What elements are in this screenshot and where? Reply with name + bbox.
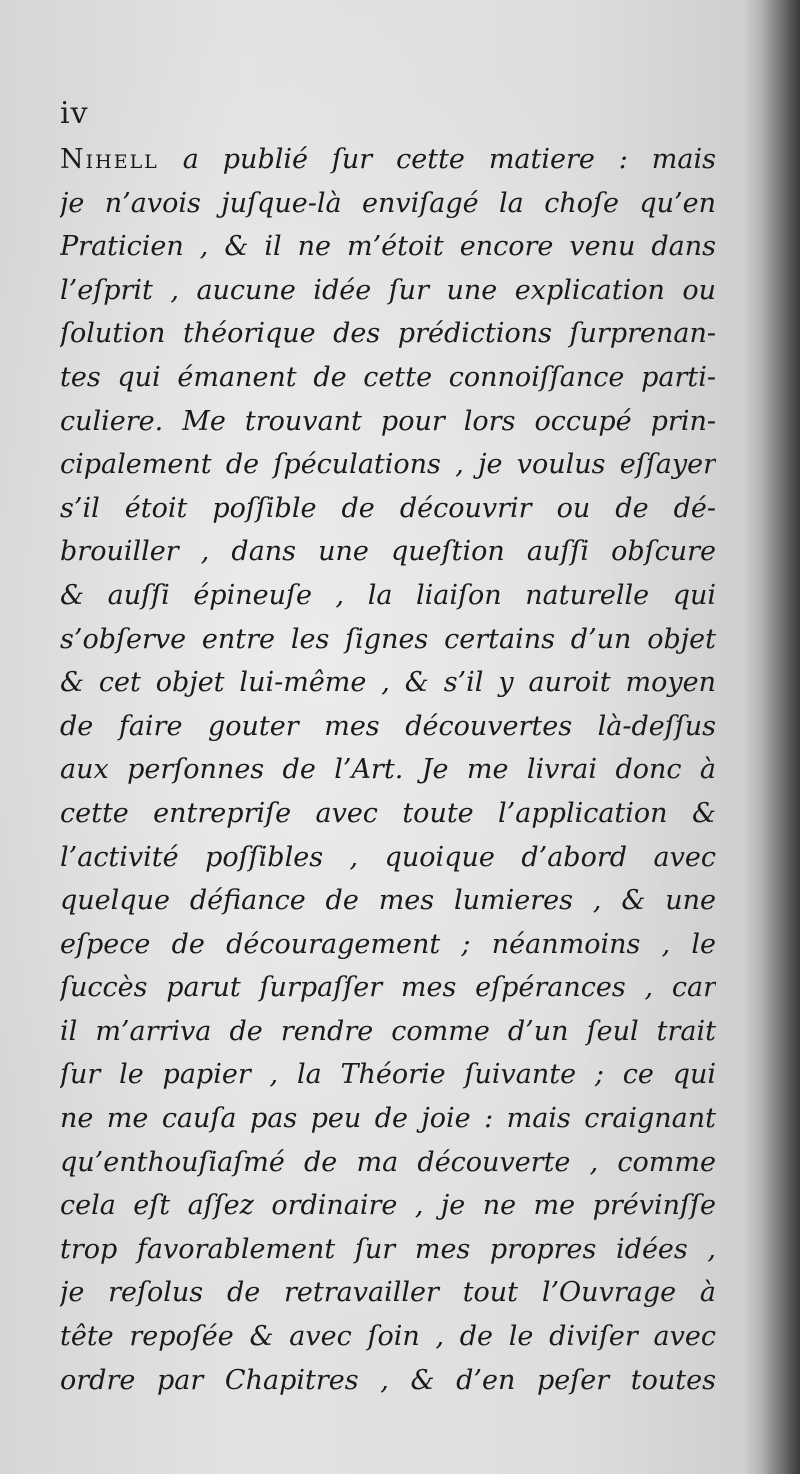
text-line-18: quelque défiance de mes lumieres , & une [60, 885, 716, 917]
text-line-3: Praticien , & il ne m’étoit encore venu dans [60, 231, 716, 263]
text-line-20: ſuccès parut ſurpaſſer mes eſpérances , car [60, 972, 716, 1004]
text-line-27: je reſolus de retravailler tout l’Ouvrage à [60, 1277, 716, 1309]
text-line-1-rest: a publié ſur cette matiere : mais [182, 144, 716, 175]
text-line-16: cette entrepriſe avec toute l’application & [60, 797, 716, 829]
page-number: iv [60, 96, 89, 131]
text-line-23: ne me cauſa pas peu de joie : mais craignant [60, 1103, 716, 1135]
text-line-9: s’il étoit poſſible de découvrir ou de dé- [60, 492, 716, 524]
text-line-29: ordre par Chapitres , & d’en peſer toutes [60, 1364, 716, 1396]
text-line-14: de faire gouter mes découvertes là-deſſus [60, 710, 716, 742]
text-line-4: l’eſprit , aucune idée ſur une explication ou [60, 274, 716, 306]
text-line-5: ſolution théorique des prédictions ſurprenan- [60, 318, 716, 350]
text-line-2: je n’avois juſque-là enviſagé la choſe qu’en [60, 187, 716, 219]
text-line-28: tête repoſée & avec ſoin , de le diviſer avec [60, 1321, 716, 1353]
body-text [60, 138, 716, 1402]
text-line-11: & auſſi épineuſe , la liaiſon naturelle qui [60, 579, 716, 611]
text-line-15: aux perſonnes de l’Art. Je me livrai donc à [60, 754, 716, 786]
text-line-25: cela eſt aſſez ordinaire , je ne me prévinſſe [60, 1190, 716, 1222]
text-line-13: & cet objet lui-même , & s’il y auroit moyen [60, 667, 716, 699]
text-line-26: trop favorablement ſur mes propres idées , [60, 1233, 716, 1265]
page-edge-shadow [762, 0, 800, 1474]
author-name: Nihell [60, 144, 159, 175]
text-line-8: cipalement de ſpéculations , je voulus eſſayer [60, 449, 716, 481]
text-line-17: l’activité poſſibles , quoique d’abord avec [60, 841, 716, 873]
text-line-12: s’obſerve entre les ſignes certains d’un objet [60, 623, 716, 655]
text-line-19: eſpece de découragement ; néanmoins , le [60, 928, 716, 960]
text-line-10: brouiller , dans une queſtion auſſi obſcure [60, 536, 716, 568]
text-line-21: il m’arriva de rendre comme d’un ſeul trait [60, 1015, 716, 1047]
text-line-7: culiere. Me trouvant pour lors occupé prin- [60, 405, 716, 437]
text-line-22: ſur le papier , la Théorie ſuivante ; ce qui [60, 1059, 716, 1091]
text-line-24: qu’enthouſiaſmé de ma découverte , comme [60, 1146, 716, 1178]
text-line-1 [60, 138, 716, 182]
text-line-6: tes qui émanent de cette connoiſſance parti- [60, 361, 716, 393]
